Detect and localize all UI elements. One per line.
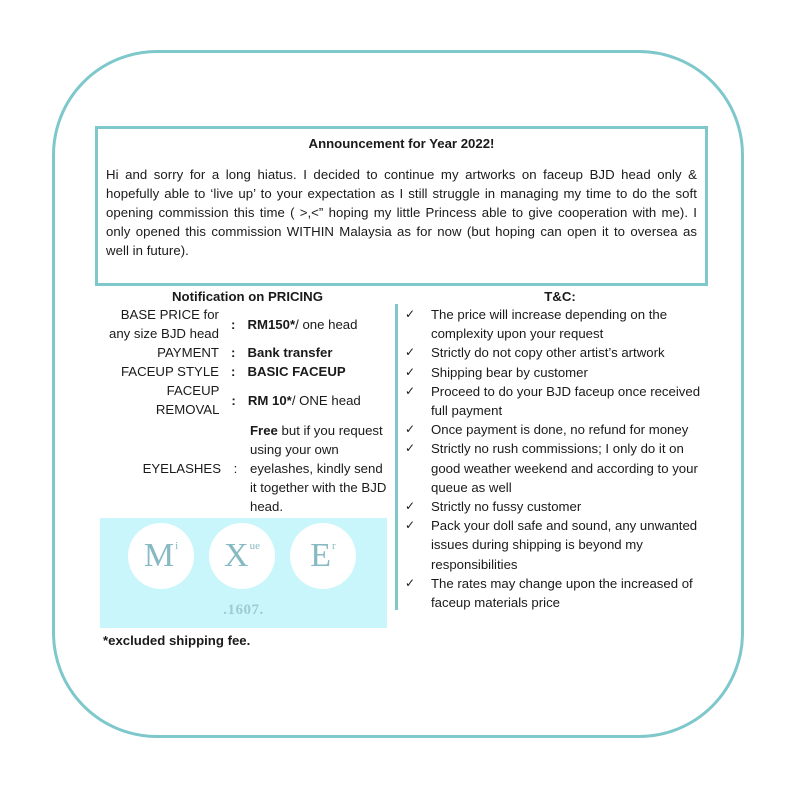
pricing-value [250, 421, 390, 516]
mixuer-logo [100, 518, 387, 628]
list-item [402, 516, 712, 574]
list-item [402, 363, 712, 382]
logo-number: .1607. [223, 602, 264, 618]
pricing-value-bold: RM150* [247, 316, 296, 332]
pricing-table [100, 305, 390, 517]
checkmark-icon: ✓ [405, 345, 416, 360]
logo-sub-letter: r [332, 540, 336, 552]
logo-sub-letter: i [175, 540, 179, 552]
checkmark-icon: ✓ [405, 307, 416, 321]
pricing-colon: : [233, 460, 238, 476]
tc-list [402, 305, 712, 612]
logo-circle [290, 523, 356, 589]
list-item [402, 382, 712, 420]
pricing-row-payment [100, 343, 390, 362]
announcement-body: Hi and sorry for a long hiatus. I decided to continue my artworks on faceup BJD head only & hopefully able to ‘live up’ to your expectation as I still struggle in managing my time to do the soft opening commission this time ( >,<” hoping my little Princess able to give cooperation with me). I only opened this commission WITHIN Malaysia as for now (but hoping can open it to oversea as well in future). [106, 167, 697, 258]
checkmark-icon: ✓ [405, 499, 416, 514]
pricing-row-faceup-style [100, 362, 390, 381]
tc-item-text: Shipping bear by customer [431, 364, 588, 380]
checkmark-icon: ✓ [405, 575, 416, 590]
logo-letter: X [224, 537, 249, 574]
tc-item-text: Strictly do not copy other artist’s artwork [431, 345, 665, 361]
pricing-colon: : [231, 364, 236, 379]
tc-item-text: The rates may change upon the increased of faceup materials price [431, 575, 693, 611]
pricing-value: Bank transfer [247, 345, 333, 360]
pricing-value [248, 391, 390, 410]
tc-item-text: Strictly no rush commissions; I only do it on good weather weekend and according to your queue as well [431, 441, 698, 495]
checkmark-icon: ✓ [405, 518, 416, 533]
tc-item-text: Strictly no fussy customer [431, 499, 582, 515]
pricing-label: BASE PRICE for any size BJD head [108, 307, 219, 341]
announcement-title: Announcement for Year 2022! [308, 136, 495, 151]
logo-circle [209, 523, 275, 589]
pricing-title: Notification on PRICING [172, 289, 323, 304]
list-item [402, 439, 712, 497]
pricing-value [247, 315, 390, 334]
logo-sub-letter: ue [249, 540, 260, 552]
pricing-colon: : [231, 345, 236, 360]
pricing-colon: : [231, 392, 236, 408]
pricing-value-rest: / ONE head [291, 392, 361, 408]
pricing-colon: : [231, 316, 236, 332]
logo-letter: M [143, 537, 175, 574]
tc-item-text: The price will increase depending on the complexity upon your request [431, 307, 668, 342]
logo-letter: E [310, 537, 332, 574]
tc-item-text: Once payment is done, no refund for money [431, 422, 689, 438]
pricing-value-rest: but if you request using your own eyelashes, kindly send it together with the BJD head. [250, 422, 387, 514]
pricing-row-faceup-removal [100, 381, 390, 419]
checkmark-icon: ✓ [405, 364, 416, 379]
list-item [402, 420, 712, 439]
pricing-value-bold: Free [250, 422, 278, 438]
checkmark-icon: ✓ [405, 441, 416, 456]
pricing-value-bold: RM 10* [247, 392, 292, 408]
footnote: *excluded shipping fee. [103, 633, 251, 648]
pricing-label: PAYMENT [157, 345, 219, 360]
pricing-label: FACEUP REMOVAL [155, 383, 220, 417]
tc-title: T&C: [544, 289, 576, 304]
pricing-row-eyelashes [100, 419, 390, 517]
tc-item-text: Proceed to do your BJD faceup once received full payment [431, 383, 701, 419]
logo-circle [128, 523, 194, 589]
list-item [402, 305, 712, 343]
pricing-label: EYELASHES [142, 460, 221, 476]
pricing-value: BASIC FACEUP [247, 364, 346, 379]
pricing-row-base-price [100, 305, 390, 343]
list-item [402, 574, 712, 612]
checkmark-icon: ✓ [405, 422, 416, 437]
list-item [402, 497, 712, 516]
tc-item-text: Pack your doll safe and sound, any unwanted issues during shipping is beyond my responsibilities [431, 518, 698, 572]
checkmark-icon: ✓ [405, 383, 416, 398]
column-divider [395, 304, 398, 610]
pricing-value-rest: / one head [295, 316, 358, 332]
pricing-label: FACEUP STYLE [120, 364, 219, 379]
announcement-box [95, 126, 708, 286]
list-item [402, 343, 712, 362]
